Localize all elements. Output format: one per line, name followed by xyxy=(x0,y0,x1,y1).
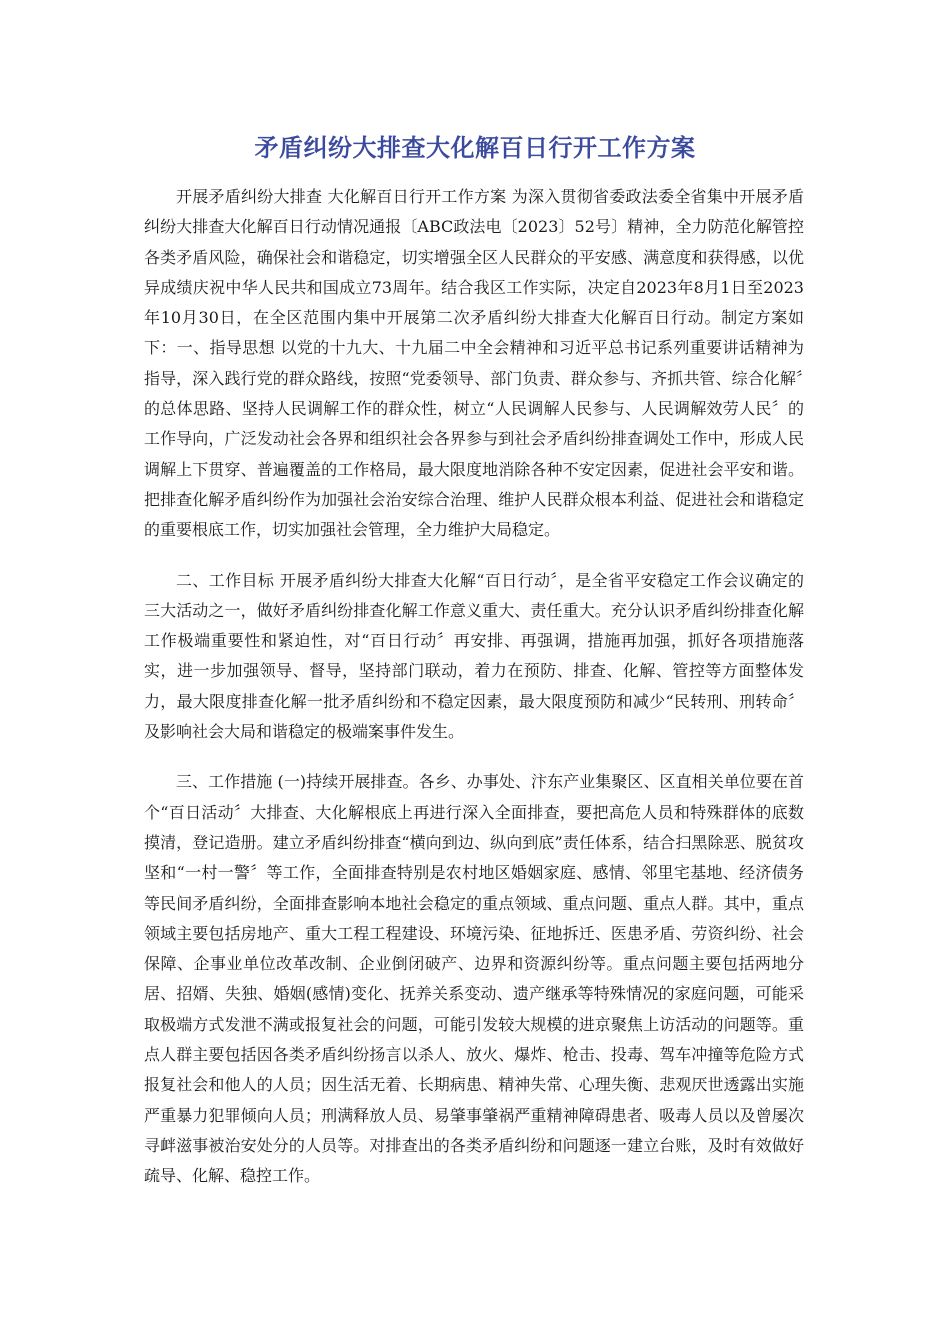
paragraph-work-goals: 二、工作目标 开展矛盾纠纷大排查大化解“百日行动〞，是全省平安稳定工作会议确定的三大活动之一，做好矛盾纠纷排查化解工作意义重大、责任重大。充分认识矛盾纠纷排查化解工作极端重要性和紧迫性，对“百日行动〞再安排、再强调，措施再加强，抓好各项措施落实，进一步加强领导、督导，坚持部门联动，着力在预防、排查、化解、管控等方面整体发力，最大限度排查化解一批矛盾纠纷和不稳定因素，最大限度预防和减少“民转刑、刑转命〞及影响社会大局和谐稳定的极端案事件发生。 xyxy=(144,570,804,742)
document-body xyxy=(144,182,804,1212)
document-title: 矛盾纠纷大排查大化解百日行开工作方案 xyxy=(254,134,696,162)
paragraph-intro-guiding-ideology: 开展矛盾纠纷大排查 大化解百日行开工作方案 为深入贯彻省委政法委全省集中开展矛盾纠纷大排查大化解百日行动情况通报〔ABC政法电〔2023〕52号〕精神，全力防范化解管控各类矛盾风险，确保社会和谐稳定，切实增强全区人民群众的平安感、满意度和获得感，以优异成绩庆祝中华人民共和国成立73周年。结合我区工作实际，决定自2023年8月1日至2023年10月30日，在全区范围内集中开展第二次矛盾纠纷大排查大化解百日行动。制定方案如下：一、指导思想 以党的十九大、十九届二中全会精神和习近平总书记系列重要讲话精神为指导，深入践行党的群众路线，按照“党委领导、部门负责、群众参与、齐抓共管、综合化解〞的总体思路、坚持人民调解工作的群众性，树立“人民调解人民参与、人民调解效劳人民〞的工作导向，广泛发动社会各界和组织社会各界参与到社会矛盾纠纷排查调处工作中，形成人民调解上下贯穿、普遍覆盖的工作格局，最大限度地消除各种不安定因素，促进社会平安和谐。把排查化解矛盾纠纷作为加强社会治安综合治理、维护人民群众根本利益、促进社会和谐稳定的重要根底工作，切实加强社会管理，全力维护大局稳定。 xyxy=(144,187,804,540)
paragraph-work-measures: 三、工作措施 (一)持续开展排查。各乡、办事处、汴东产业集聚区、区直相关单位要在首个“百日活动〞大排查、大化解根底上再进行深入全面排查，要把高危人员和特殊群体的底数摸清，登记造册。建立矛盾纠纷排查“横向到边、纵向到底”责任体系，结合扫黑除恶、脱贫攻坚和“一村一警〞等工作，全面排查特别是农村地区婚姻家庭、感情、邻里宅基地、经济债务等民间矛盾纠纷，全面排查影响本地社会稳定的重点领域、重点问题、重点人群。其中，重点领域主要包括房地产、重大工程工程建设、环境污染、征地拆迁、医患矛盾、劳资纠纷、社会保障、企事业单位改革改制、企业倒闭破产、边界和资源纠纷等。重点问题主要包括两地分居、招婿、失独、婚姻(感情)变化、抚养关系变动、遗产继承等特殊情况的家庭问题，可能采取极端方式发泄不满或报复社会的问题，可能引发较大规模的进京聚焦上访活动的问题等。重点人群主要包括因各类矛盾纠纷扬言以杀人、放火、爆炸、枪击、投毒、驾车冲撞等危险方式报复社会和他人的人员；因生活无着、长期病患、精神失常、心理失衡、悲观厌世透露出实施严重暴力犯罪倾向人员；刑满释放人员、易肇事肇祸严重精神障碍患者、吸毒人员以及曾屡次寻衅滋事被治安处分的人员等。对排查出的各类矛盾纠纷和问题逐一建立台账，及时有效做好疏导、化解、稳控工作。 xyxy=(144,772,804,1186)
